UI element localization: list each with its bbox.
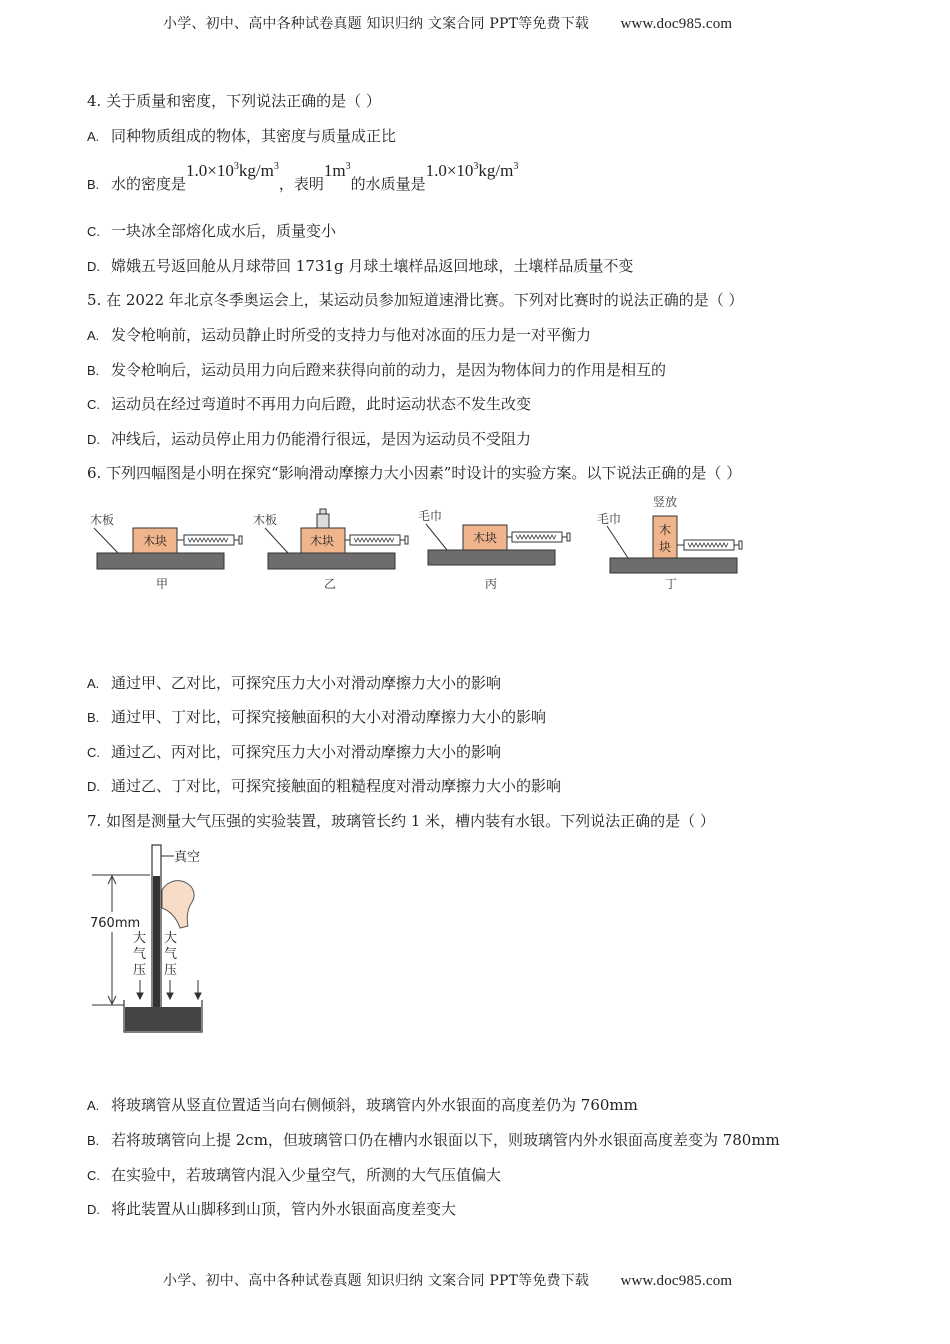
block-label: 木块: [143, 534, 168, 548]
q6-option-c: [87, 741, 501, 762]
option-label: B.: [87, 363, 100, 378]
option-label: A.: [87, 129, 100, 144]
option-label: D.: [87, 259, 100, 274]
pressure-arrows: [137, 980, 201, 999]
header-url: www.doc985.com: [620, 16, 733, 32]
q4-option-a: [87, 125, 396, 146]
orientation-note: 竖放: [653, 495, 678, 509]
fig-caption: 乙: [324, 577, 337, 591]
pressure-label-right-3: 压: [164, 963, 178, 978]
mercury-trough: [125, 1007, 201, 1031]
spring-scale: [684, 540, 742, 550]
q6-stem: 6. 下列四幅图是小明在探究“影响滑动摩擦力大小因素”时设计的实验方案。以下说法正确的是（ ）: [87, 464, 742, 482]
volume-number: 1m: [323, 161, 346, 180]
q6-option-b: [87, 706, 546, 727]
surface-label: 木板: [253, 513, 278, 527]
mercury-column: [153, 876, 160, 1023]
block-label: 木块: [310, 534, 335, 548]
surface-label: 毛巾: [418, 509, 443, 523]
option-text: 通过甲、丁对比，可探究接触面积的大小对滑动摩擦力大小的影响: [111, 708, 547, 726]
mass-unit-exponent: 3: [513, 161, 519, 172]
option-text: 通过乙、丙对比，可探究压力大小对滑动摩擦力大小的影响: [111, 743, 502, 761]
density-unit-exponent: 3: [273, 161, 279, 172]
mass-exponent: 3: [473, 161, 479, 172]
option-text: 嫦娥五号返回舱从月球带回 1731g 月球土壤样品返回地球，土壤样品质量不变: [111, 257, 634, 275]
block-label: 木块: [473, 531, 498, 545]
pressure-label-left-2: 气: [133, 947, 147, 962]
volume-exponent: 3: [345, 161, 351, 172]
density-exponent: 3: [233, 161, 239, 172]
option-text: 将此装置从山脚移到山顶，管内外水银面高度差变大: [111, 1200, 457, 1218]
board: [268, 553, 395, 569]
option-label: D.: [87, 1202, 100, 1217]
fig-yi: [253, 509, 408, 591]
block-label-top: 木: [659, 523, 672, 537]
q4-option-b: [87, 161, 519, 193]
option-text: 发令枪响前，运动员静止时所受的支持力与他对冰面的压力是一对平衡力: [111, 326, 592, 344]
mass-value: [426, 161, 519, 180]
option-label: B.: [87, 710, 100, 725]
footer-url: www.doc985.com: [620, 1273, 733, 1289]
page-footer: [163, 1270, 732, 1290]
friction-experiment-figure: [80, 490, 780, 600]
hand: [162, 881, 194, 928]
q4-option-c: [87, 220, 336, 241]
block-label-bottom: 块: [659, 540, 672, 554]
fig-bing: [418, 508, 570, 591]
pressure-label-left-1: 大: [133, 931, 147, 946]
option-text: 冲线后，运动员停止用力仍能滑行很远，是因为运动员不受阻力: [111, 430, 532, 448]
option-text: 将玻璃管从竖直位置适当向右侧倾斜，玻璃管内外水银面的高度差仍为 760mm: [111, 1096, 638, 1114]
option-text: 同种物质组成的物体，其密度与质量成正比: [111, 127, 397, 145]
q4-stem: 4. 关于质量和密度，下列说法正确的是（ ）: [87, 92, 381, 110]
pressure-label-right-1: 大: [164, 931, 178, 946]
page-header: [163, 13, 732, 33]
q7-option-a: [87, 1094, 638, 1115]
spring-scale: [350, 535, 408, 545]
pressure-label-left-3: 压: [133, 963, 147, 978]
height-label: 760mm: [90, 916, 141, 931]
option-label: C.: [87, 397, 100, 412]
option-text: 的水质量是: [350, 175, 426, 193]
option-label: C.: [87, 745, 100, 760]
vacuum-label: 真空: [174, 850, 201, 865]
q7-stem: 7. 如图是测量大气压强的实验装置，玻璃管长约 1 米，槽内装有水银。下列说法正确的是（ ）: [87, 812, 715, 830]
q5-option-b: [87, 359, 666, 380]
option-label: D.: [87, 432, 100, 447]
surface-label: 木板: [90, 513, 115, 527]
fig-jia: [90, 512, 242, 591]
option-text: ，表明: [278, 175, 324, 193]
option-label: C.: [87, 224, 100, 239]
spring-scale: [512, 532, 570, 542]
q7-option-b: [87, 1129, 780, 1150]
surface-label: 毛巾: [597, 512, 622, 526]
fig-caption: 甲: [156, 577, 169, 591]
mass-unit: kg/m: [478, 161, 514, 180]
option-label: B.: [87, 1133, 100, 1148]
fig-ding: [597, 494, 742, 591]
option-text: 通过乙、丁对比，可探究接触面的粗糙程度对滑动摩擦力大小的影响: [111, 777, 562, 795]
q7-option-c: [87, 1164, 501, 1185]
q7-option-d: [87, 1198, 456, 1219]
fig-caption: 丁: [665, 577, 678, 591]
option-text: 在实验中，若玻璃管内混入少量空气，所测的大气压值偏大: [111, 1166, 502, 1184]
q4-option-d: [87, 255, 633, 276]
header-text: 小学、初中、高中各种试卷真题 知识归纳 文案合同 PPT等免费下载: [163, 16, 590, 32]
volume-value: [324, 161, 351, 180]
density-number: 1.0×10: [186, 161, 234, 180]
towel-board: [610, 558, 737, 573]
option-text: 一块冰全部熔化成水后，质量变小: [111, 222, 337, 240]
option-label: D.: [87, 779, 100, 794]
mass-number: 1.0×10: [425, 161, 474, 180]
q5-stem: 5. 在 2022 年北京冬季奥运会上，某运动员参加短道速滑比赛。下列对比赛时的说法正确的是（ ）: [87, 291, 744, 309]
footer-text: 小学、初中、高中各种试卷真题 知识归纳 文案合同 PPT等免费下载: [163, 1273, 590, 1289]
q6-option-a: [87, 672, 501, 693]
option-text: 通过甲、乙对比，可探究压力大小对滑动摩擦力大小的影响: [111, 674, 502, 692]
option-text: 若将玻璃管向上提 2cm，但玻璃管口仍在槽内水银面以下，则玻璃管内外水银面高度差变为 780mm: [111, 1131, 780, 1149]
density-unit: kg/m: [238, 161, 274, 180]
q5-option-d: [87, 428, 531, 449]
option-label: A.: [87, 1098, 100, 1113]
torricelli-figure: [88, 840, 238, 1040]
towel-board: [428, 550, 555, 565]
option-label: B.: [87, 177, 100, 192]
option-label: C.: [87, 1168, 100, 1183]
option-text: 水的密度是: [111, 175, 187, 193]
option-text: 发令枪响后，运动员用力向后蹬来获得向前的动力，是因为物体间力的作用是相互的: [111, 361, 667, 379]
q5-option-a: [87, 324, 591, 345]
weight: [317, 514, 329, 528]
q6-option-d: [87, 775, 561, 796]
board: [97, 553, 224, 569]
pressure-label-right-2: 气: [164, 947, 178, 962]
option-label: A.: [87, 328, 100, 343]
option-text: 运动员在经过弯道时不再用力向后蹬，此时运动状态不发生改变: [111, 395, 532, 413]
q5-option-c: [87, 393, 531, 414]
density-value: [186, 161, 279, 180]
fig-caption: 丙: [485, 577, 498, 591]
option-label: A.: [87, 676, 100, 691]
spring-scale: [184, 535, 242, 545]
